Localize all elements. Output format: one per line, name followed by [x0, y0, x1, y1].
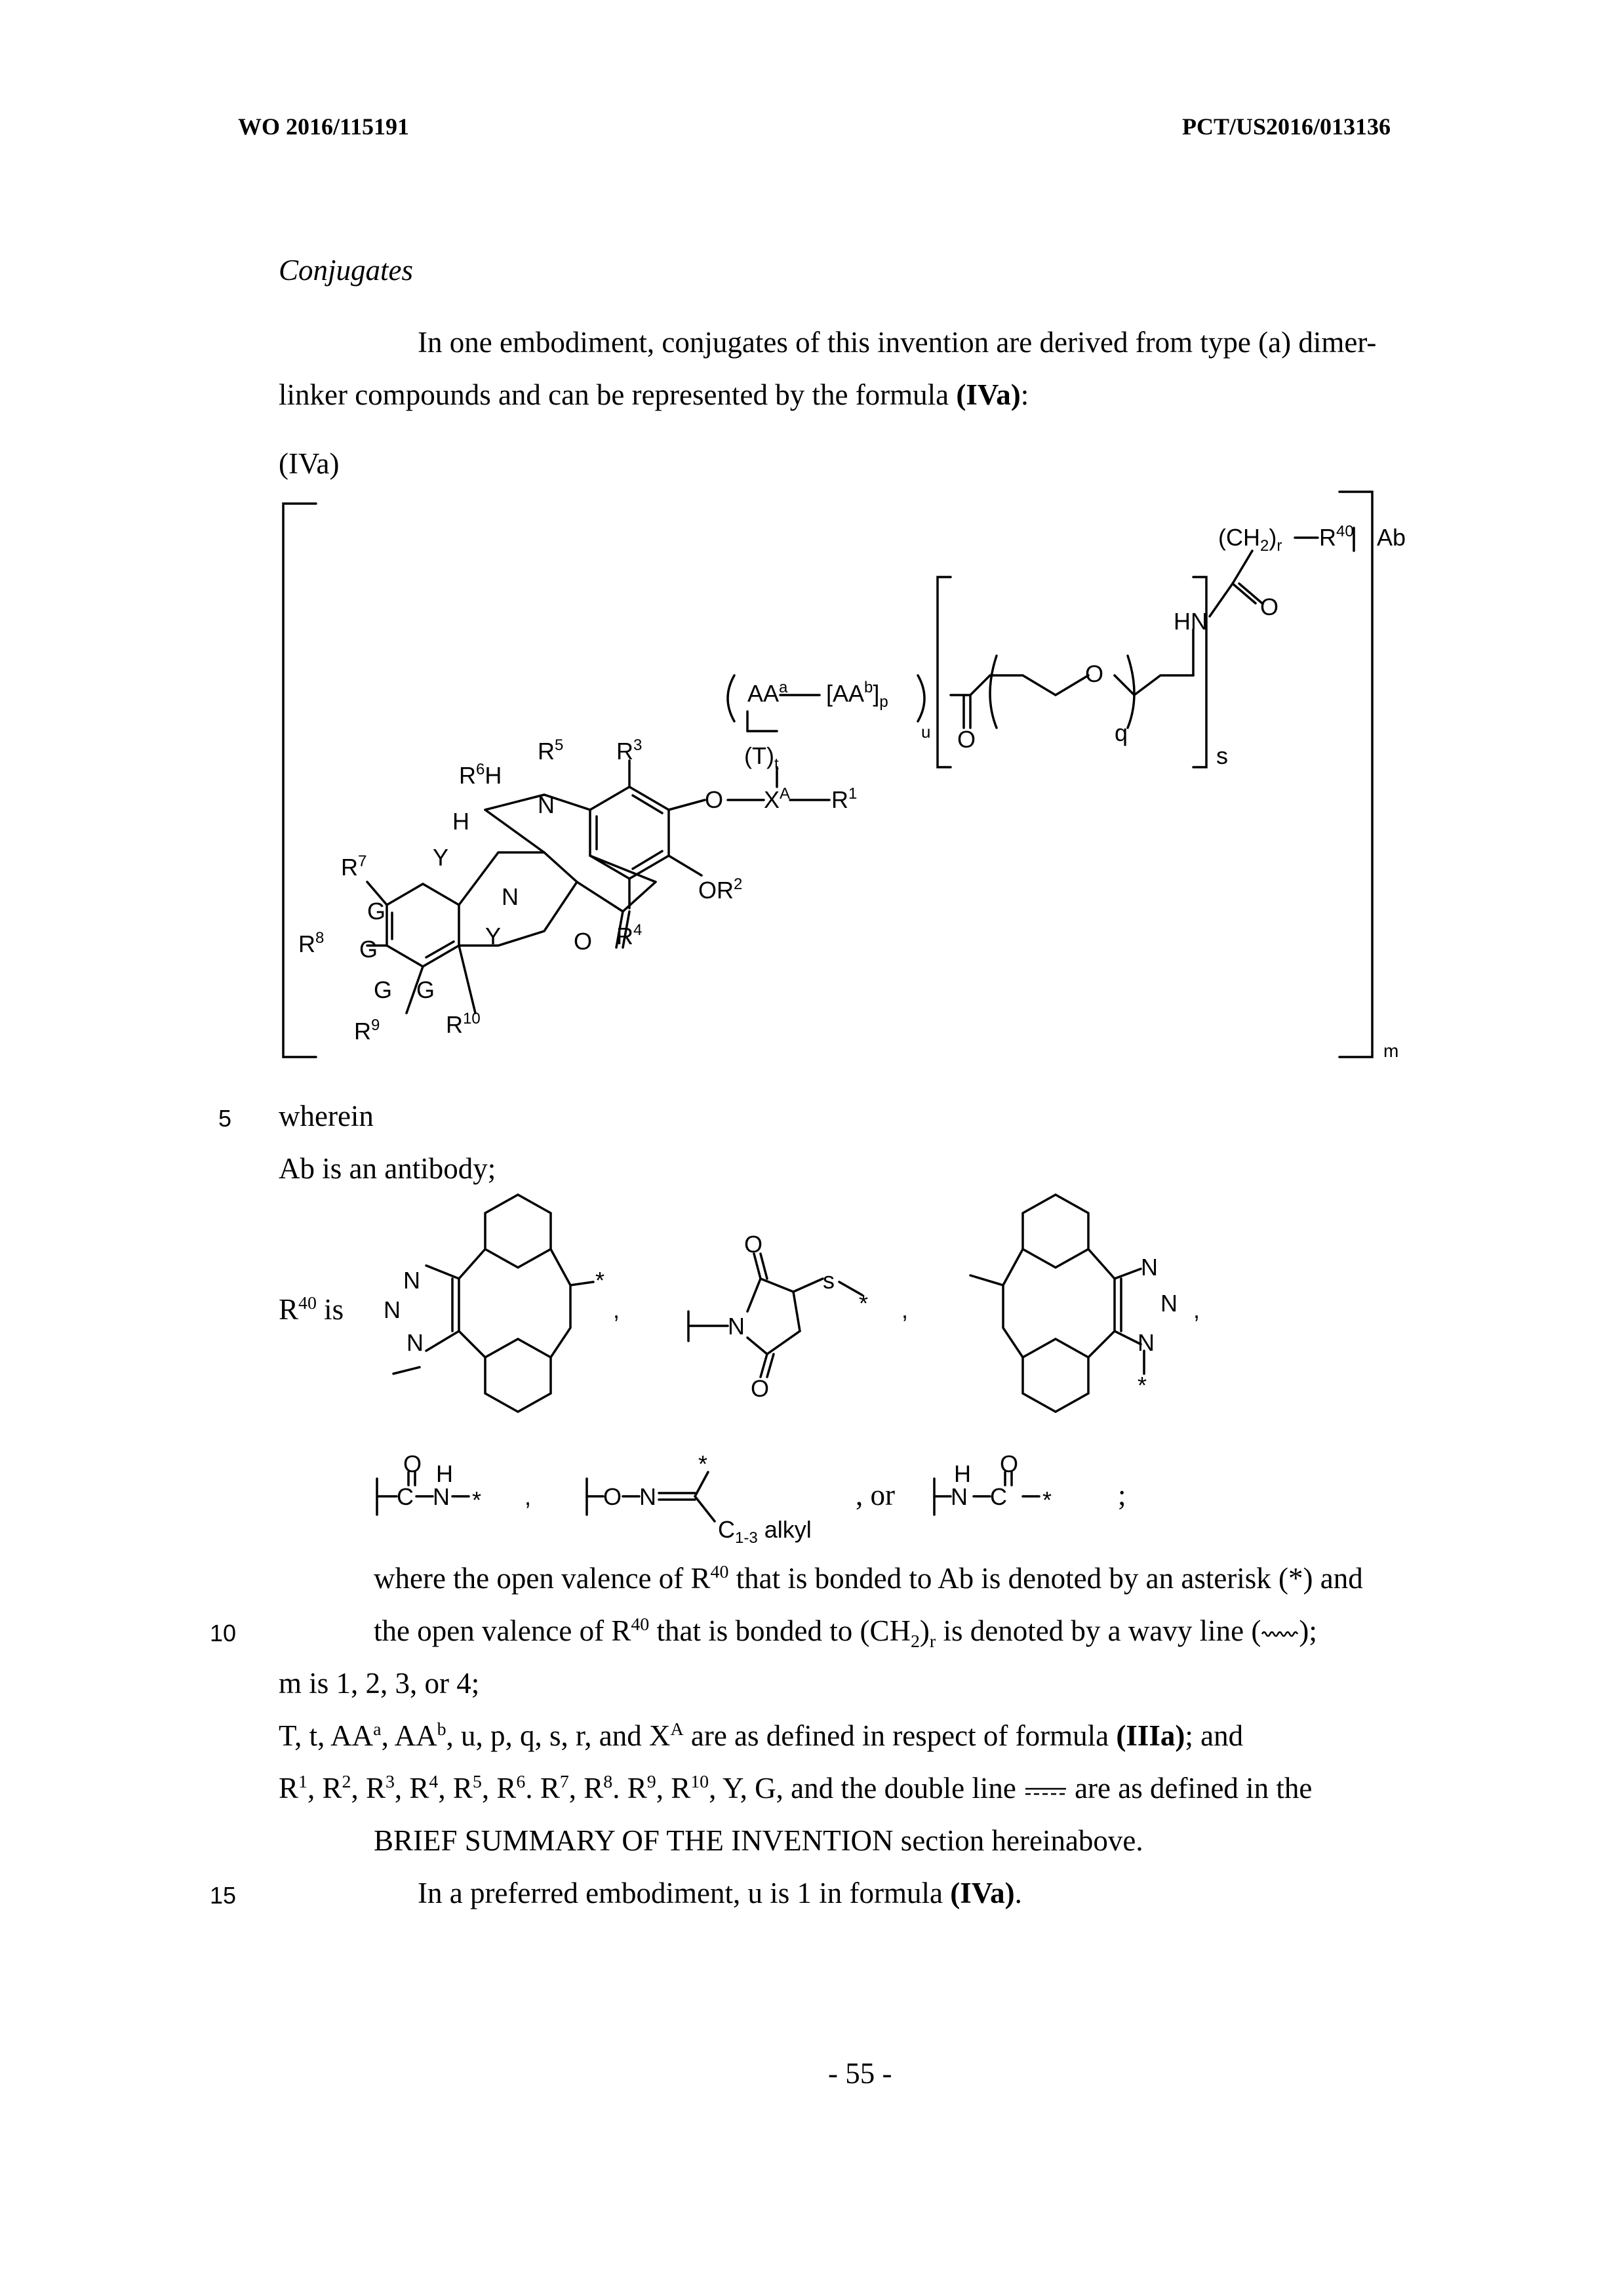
comma-1: ,: [613, 1296, 620, 1323]
opt6-star: *: [1042, 1487, 1052, 1513]
xa-label: $X^A$: [764, 785, 791, 813]
opt5-star: *: [698, 1450, 708, 1477]
ether-oxygen-label: O: [705, 786, 724, 813]
opt6-n: N: [951, 1483, 968, 1510]
valence-line-2: the open valence of $R^{40}$ that is bonded to $(CH_2)_r$ is denoted by a wavy line ( );: [374, 1614, 1317, 1652]
h-label: H: [452, 808, 469, 835]
g-label-3: G: [374, 976, 393, 1003]
r3-label: $R^3$: [616, 736, 643, 765]
opt1-n-bottom: N: [406, 1329, 424, 1356]
opt3-star: *: [1138, 1372, 1147, 1399]
r40-option-6-structure: [934, 1472, 1039, 1515]
wavy-line-icon: [1261, 1627, 1299, 1641]
r40-is-label: $R^{40}$ is: [279, 1293, 344, 1326]
t-definition: T, t, $AA^a$, $AA^b$, u, p, q, s, r, and $X^A$ are as defined in respect of formula (IIIa); and: [279, 1719, 1244, 1752]
opt4-h: H: [436, 1460, 453, 1487]
aa-b-label: $[AA^b]_p$: [826, 679, 888, 711]
r40-label: $R^{40}$: [1319, 523, 1354, 551]
y-bottom-label: Y: [485, 923, 502, 949]
brief-summary-line: BRIEF SUMMARY OF THE INVENTION section hereinabove.: [374, 1824, 1143, 1857]
imine-n-label: N: [538, 791, 555, 818]
ab-definition: Ab is an antibody;: [279, 1152, 496, 1185]
r40-option-1-structure: [393, 1195, 593, 1412]
g-label-4: G: [416, 976, 435, 1003]
line-number-5: 5: [218, 1105, 232, 1132]
opt5-c13: $C_{1-3}$ alkyl: [718, 1516, 812, 1547]
opt2-star: *: [859, 1290, 869, 1317]
opt3-n-mid: N: [1160, 1290, 1178, 1317]
comma-4: ,: [525, 1483, 532, 1510]
r40-option-2-structure: [688, 1254, 862, 1377]
aa-a-label: $AA^a$: [747, 679, 788, 707]
r8-label: $R^8$: [298, 929, 325, 957]
semicolon-text: ;: [1118, 1479, 1126, 1511]
u-label: u: [921, 722, 931, 742]
opt2-n: N: [728, 1313, 745, 1340]
opt2-o-bottom: O: [751, 1375, 770, 1402]
formula-label: (IVa): [279, 447, 340, 480]
opt6-o: O: [1000, 1450, 1019, 1477]
opt6-h: H: [954, 1460, 971, 1487]
r-definition-list: $R^1$, $R^2$, $R^3$, $R^4$, $R^5$, $R^6$. $R^7$, $R^8$. $R^9$, $R^{10}$, Y, G, and the double line: [279, 1772, 1016, 1805]
opt2-o-top: O: [744, 1231, 763, 1258]
or-text: , or: [856, 1479, 895, 1511]
oxygen-label: O: [1260, 593, 1279, 620]
ch2r-label: $(CH_2)_r$: [1218, 524, 1282, 555]
opt3-n-bottom: N: [1138, 1329, 1155, 1356]
r7-label: $R^7$: [341, 852, 367, 881]
opt1-n-mid: N: [384, 1296, 401, 1323]
r6h-label: $R^6H$: [459, 761, 502, 789]
opt4-n: N: [433, 1483, 450, 1510]
carbonyl-oxygen-label: O: [957, 726, 976, 753]
line-number-15: 15: [210, 1882, 237, 1909]
opt6-c: C: [990, 1483, 1007, 1510]
opt2-s: s: [823, 1267, 835, 1294]
peg-oxygen-label: O: [1085, 660, 1104, 687]
y-top-label: Y: [433, 844, 449, 871]
ab-label: Ab: [1377, 524, 1406, 551]
r40-option-3-structure: [970, 1195, 1144, 1412]
header-app-number: PCT/US2016/013136: [1182, 113, 1391, 140]
m-label: m: [1383, 1041, 1399, 1061]
r9-label: $R^9$: [354, 1016, 380, 1045]
wherein-text: wherein: [279, 1100, 374, 1132]
amide-n-label: N: [502, 883, 519, 910]
or2-label: $OR^2$: [698, 875, 743, 904]
opt5-n: N: [639, 1483, 656, 1510]
q-label: q: [1115, 719, 1128, 746]
intro-line-2: linker compounds and can be represented by the formula (IVa):: [279, 378, 1029, 411]
t-label: $(T)_t$: [744, 742, 779, 773]
preferred-embodiment: In a preferred embodiment, u is 1 in formula (IVa).: [418, 1877, 1022, 1909]
comma-3: ,: [1193, 1296, 1200, 1323]
comma-2: ,: [901, 1296, 909, 1323]
r4-label: $R^4$: [616, 921, 643, 949]
opt4-star: *: [472, 1487, 482, 1513]
intro-line-1: In one embodiment, conjugates of this invention are derived from type (a) dimer-: [418, 326, 1377, 359]
g-label-2: G: [359, 936, 378, 963]
hn-label: HN: [1174, 608, 1208, 635]
double-line-icon: [1024, 1785, 1067, 1798]
opt3-n-top: N: [1141, 1254, 1158, 1281]
r-definition: $R^1$, $R^2$, $R^3$, $R^4$, $R^5$, $R^6$. $R^7$, $R^8$. $R^9$, $R^{10}$, Y, G, and the double line are as defined in the: [279, 1772, 1313, 1805]
opt4-o: O: [403, 1450, 422, 1477]
opt1-n-top: N: [403, 1267, 420, 1294]
page-number: - 55 -: [828, 2057, 892, 2090]
r5-label: $R^5$: [538, 736, 564, 765]
opt1-star: *: [595, 1267, 605, 1294]
line-number-10: 10: [210, 1620, 237, 1646]
opt5-o: O: [603, 1483, 622, 1510]
amide-oxygen-label: O: [574, 928, 593, 955]
header-doc-number: WO 2016/115191: [238, 113, 410, 140]
m-definition: m is 1, 2, 3, or 4;: [279, 1667, 480, 1700]
r40-option-4-structure: [377, 1472, 469, 1515]
g-label-1: G: [367, 898, 386, 925]
s-label: s: [1216, 742, 1228, 769]
valence-line-1: where the open valence of $R^{40}$ that is bonded to Ab is denoted by an asterisk (*) and: [374, 1562, 1363, 1595]
r10-label: $R^{10}$: [446, 1010, 481, 1038]
opt4-c: C: [397, 1483, 414, 1510]
section-title: Conjugates: [279, 254, 414, 287]
r1-label: $R^1$: [831, 785, 858, 813]
